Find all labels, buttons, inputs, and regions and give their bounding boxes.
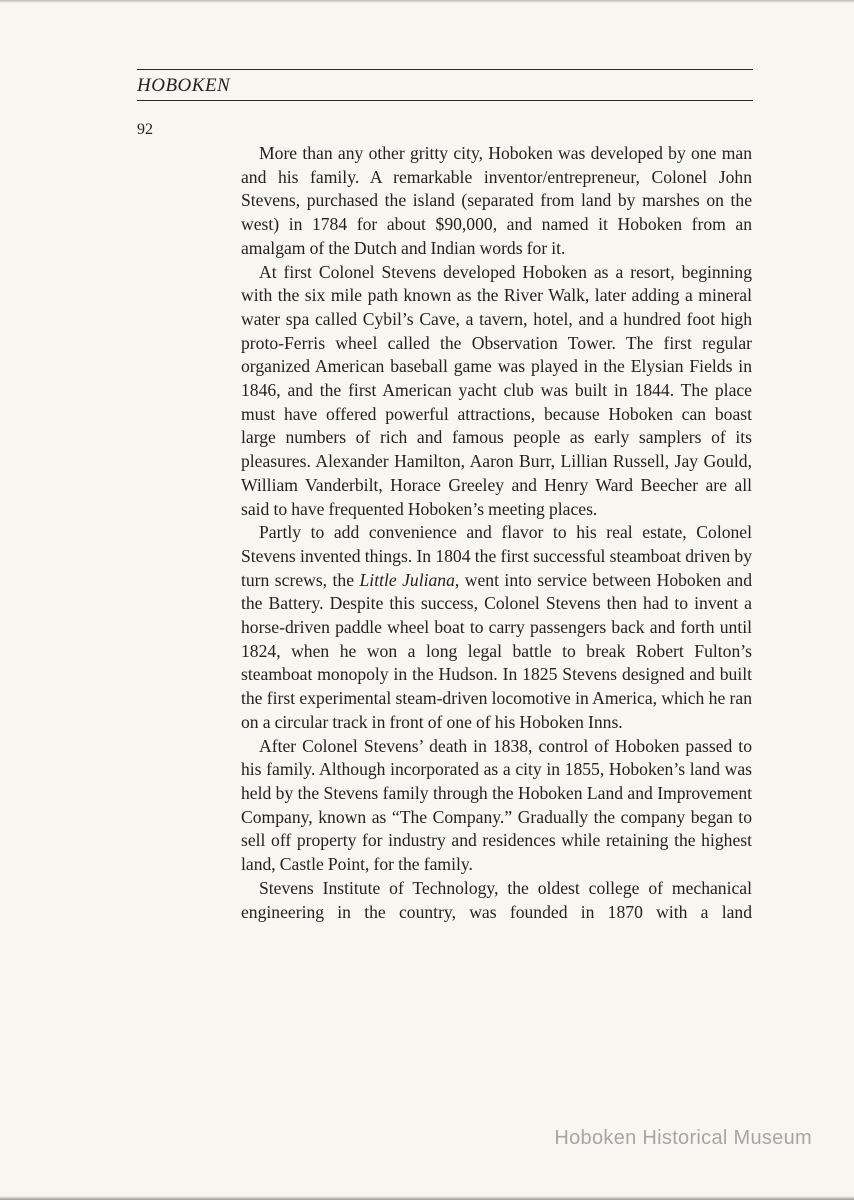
watermark: Hoboken Historical Museum — [554, 1127, 812, 1149]
paragraph-1: More than any other gritty city, Hoboken was developed by one man and his family. A remarkable inventor/entrepreneur, Colonel John Stevens, purchased the island (separated from land by marshes on the west) in 1784 for about $90,000, and named it Hoboken from an amalgam of the Dutch and Indian words for it. — [241, 143, 752, 258]
page-number: 92 — [137, 121, 153, 138]
header-rule-bottom — [137, 100, 753, 101]
body-text — [241, 142, 752, 924]
paragraph-3-text-after: , went into service between Hoboken and the Battery. Despite this success, Colonel Stevens then had to invent a horse-driven paddle wheel boat to carry passengers back and forth until 1824, when he won a long legal battle to break Robert Fulton’s steamboat monopoly in the Hudson. In 1825 Stevens designed and built the first experimental steam-driven locomotive in America, which he ran on a circular track in front of one of his Hoboken Inns. — [241, 569, 752, 732]
paragraph-3 — [241, 521, 752, 734]
paragraph-2: At first Colonel Stevens developed Hoboken as a resort, beginning with the six mile path known as the River Walk, later adding a mineral water spa called Cybil’s Cave, a tavern, hotel, and a hundred foot high proto-Ferris wheel called the Observation Tower. The first regular organized American baseball game was played in the Elysian Fields in 1846, and the first American yacht club was built in 1844. The place must have offered powerful attractions, because Hoboken can boast large numbers of rich and famous people as early samplers of its pleasures. Alexander Hamilton, Aaron Burr, Lillian Russell, Jay Gould, William Vanderbilt, Horace Greeley and Henry Ward Beecher are all said to have frequented Hoboken’s meeting places. — [241, 261, 752, 519]
running-head: HOBOKEN — [137, 75, 231, 96]
ship-name-italic: Little Juliana — [359, 569, 455, 590]
page-edge-bottom — [0, 1196, 854, 1200]
header-rule-top — [137, 69, 753, 70]
paragraph-5: Stevens Institute of Technology, the oldest college of mechanical engineering in the country, was founded in 1870 with a land — [241, 877, 752, 922]
page-edge-top — [0, 0, 854, 3]
paragraph-3-text-before: Partly to add convenience and flavor to his real estate, Colonel Stevens invented things. In 1804 the first successful steamboat driven by turn screws, the — [241, 522, 752, 590]
paragraph-4: After Colonel Stevens’ death in 1838, control of Hoboken passed to his family. Although incorporated as a city in 1855, Hoboken’s land was held by the Stevens family through the Hoboken Land and Improvement Company, known as “The Company.” Gradually the company began to sell off property for industry and residences while retaining the highest land, Castle Point, for the family. — [241, 735, 752, 875]
